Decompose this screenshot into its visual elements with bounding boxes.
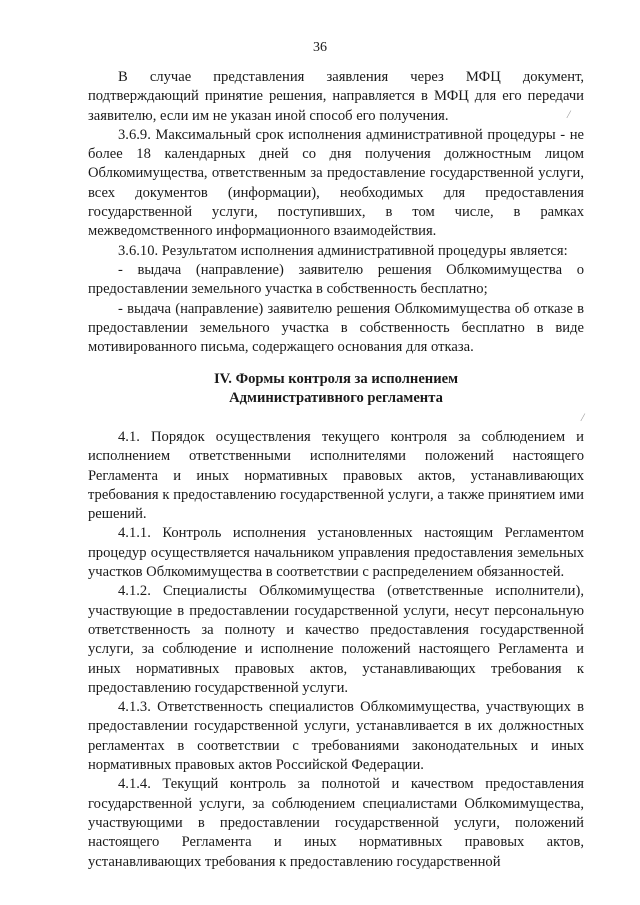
list-item-decision-refusal: - выдача (направление) заявителю решения Облкомимущества об отказе в предоставлении земельного участка в собственность бесплатно в виде мотивированного письма, содержащего основания для отказа. (88, 300, 584, 356)
paragraph-3-6-10: 3.6.10. Результатом исполнения административной процедуры является: (118, 242, 568, 259)
paragraph-mfc-delivery: В случае представления заявления через МФЦ документ, подтверждающий принятие решения, направляется в МФЦ для его передачи заявителю, если им не указан иной способ его получения. (88, 69, 584, 124)
pen-mark: / (581, 410, 585, 424)
paragraph-4-1-4: 4.1.4. Текущий контроль за полнотой и качеством предоставления государственной услуги, за соблюдением специалистами Облкомимущества, участвующими в предоставлении государственной услуги, положений настоящего Регламента и иных нормативных правовых актов, устанавливающих требования к предоставлению государственной (88, 776, 584, 870)
section-4-heading (88, 370, 584, 409)
pen-mark: / (567, 107, 571, 121)
page-number: 36 (313, 40, 327, 55)
section-4-text (88, 428, 584, 872)
heading-line-1: IV. Формы контроля за исполнением (213, 371, 459, 387)
paragraph-4-1: 4.1. Порядок осуществления текущего контроля за соблюдением и исполнением ответственными исполнителями положений настоящего Регламента и иных нормативных правовых актов, устанавливающих требования к предоставлению государственной услуги, а также принятием ими решений. (88, 429, 584, 523)
paragraph-3-6-9: 3.6.9. Максимальный срок исполнения административной процедуры - не более 18 календарных дней со дня получения должностным лицом Облкомимущества, ответственным за предоставление государственной услуги, всех документов (информации), необходимых для предоставления государственной услуги, поступивших, в том числе, в рамках межведомственного информационного взаимодействия. (88, 126, 584, 240)
list-item-decision-grant: - выдача (направление) заявителю решения Облкомимущества о предоставлении земельного участка в собственность бесплатно; (88, 261, 584, 298)
paragraph-4-1-2: 4.1.2. Специалисты Облкомимущества (ответственные исполнители), участвующие в предоставлении государственной услуги, несут персональную ответственность за полноту и качество предоставления государственной услуги, за соблюдение и исполнение положений настоящего Регламента и иных нормативных правовых актов, устанавливающих требования к предоставлению государственной услуги. (88, 583, 584, 696)
section-3-text (88, 68, 584, 357)
paragraph-4-1-1: 4.1.1. Контроль исполнения установленных настоящим Регламентом процедур осуществляется начальником управления предоставления земельных участков Облкомимущества в соответствии с распределением обязанностей. (88, 525, 584, 581)
paragraph-4-1-3: 4.1.3. Ответственность специалистов Облкомимущества, участвующих в предоставлении государственной услуги, устанавливается в их должностных регламентах в соответствии с требованиями законодательных и иных нормативных правовых актов Российской Федерации. (88, 699, 584, 774)
heading-line-2: Административного регламента (229, 390, 443, 407)
